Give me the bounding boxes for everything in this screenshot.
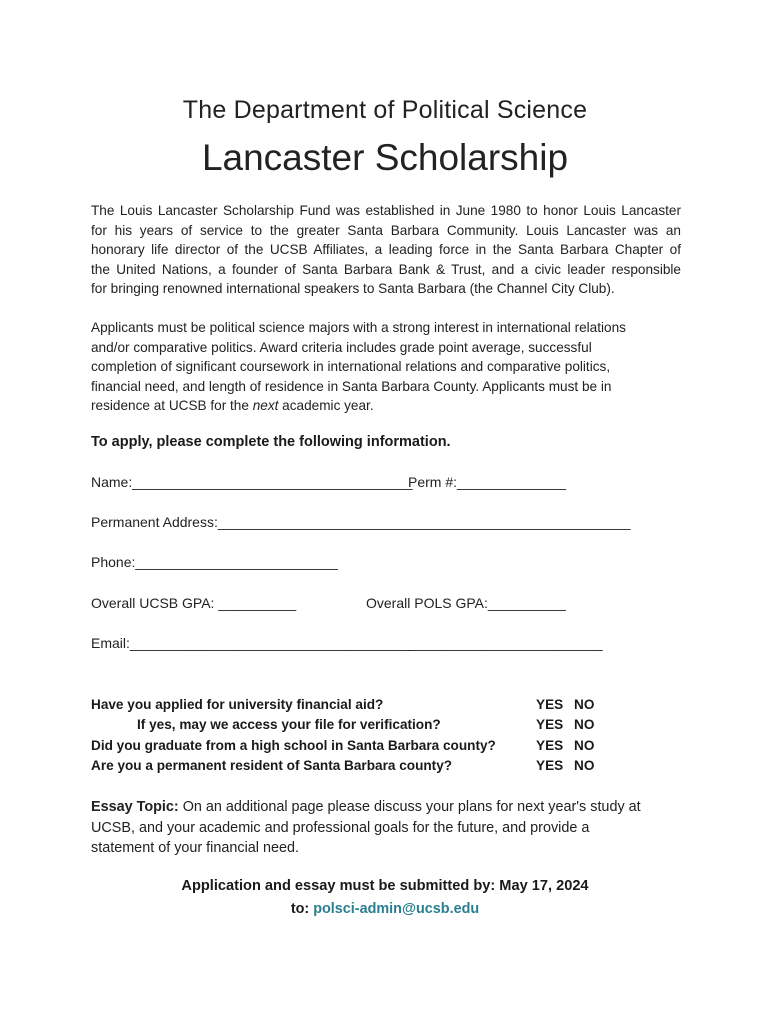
pols-gpa-field[interactable]: Overall POLS GPA:__________ xyxy=(366,595,566,611)
yes-option[interactable]: YES xyxy=(536,738,564,753)
submission-deadline: Application and essay must be submitted by: May 17, 2024 xyxy=(181,878,589,894)
yes-option[interactable]: YES xyxy=(536,717,564,732)
permanent-address-field[interactable]: Permanent Address:_____________________________________________________ xyxy=(91,514,631,530)
essay-text: On an additional page please discuss your plans for next year's study at xyxy=(178,799,641,815)
ucsb-gpa-field[interactable]: Overall UCSB GPA: __________ xyxy=(91,595,297,611)
intro-paragraph xyxy=(91,201,681,299)
intro-line: honorary life director of the UCSB Affiliates, a leading force in the Santa Barbara Chapter of xyxy=(91,242,681,257)
essay-topic-label: Essay Topic: xyxy=(91,799,179,815)
eligibility-line xyxy=(91,396,681,416)
eligibility-last-text-end: academic year. xyxy=(278,398,374,413)
no-option[interactable]: NO xyxy=(574,697,595,712)
next-emphasis: next xyxy=(252,398,279,413)
yes-option[interactable]: YES xyxy=(536,697,564,712)
phone-field[interactable]: Phone:__________________________ xyxy=(91,554,338,570)
question-file-access: If yes, may we access your file for verification? xyxy=(137,717,441,732)
department-heading: The Department of Political Science xyxy=(182,96,588,124)
essay-line: statement of your financial need. xyxy=(91,840,299,856)
intro-line: The Louis Lancaster Scholarship Fund was established in June 1980 to honor Louis Lancaster xyxy=(91,203,681,218)
submission-recipient xyxy=(0,901,770,917)
essay-topic xyxy=(91,797,641,859)
to-label: to: xyxy=(290,901,314,917)
eligibility-line: financial need, and length of residence in Santa Barbara County. Applicants must be in xyxy=(91,378,612,394)
no-option[interactable]: NO xyxy=(574,717,595,732)
no-option[interactable]: NO xyxy=(574,738,595,753)
question-high-school: Did you graduate from a high school in Santa Barbara county? xyxy=(91,738,496,753)
eligibility-paragraph xyxy=(91,318,681,416)
yes-option[interactable]: YES xyxy=(536,758,564,773)
email-field[interactable]: Email:____________________________________ xyxy=(91,635,411,651)
name-field[interactable]: Name:____________________________________ xyxy=(91,474,413,490)
intro-line: the United Nations, a founder of Santa Barbara Bank & Trust, and a civic leader responsible xyxy=(91,261,681,277)
intro-line: for bringing renowned international speakers to Santa Barbara (the Channel City Club). xyxy=(91,281,615,296)
essay-line xyxy=(91,797,641,818)
essay-line: UCSB, and your academic and professional goals for the future, and provide a xyxy=(91,819,590,836)
eligibility-line: completion of significant coursework in international relations and comparative politics, xyxy=(91,359,611,374)
page-title: Lancaster Scholarship xyxy=(201,137,569,178)
eligibility-last-text: residence at UCSB for the xyxy=(91,398,253,413)
no-option[interactable]: NO xyxy=(574,758,595,773)
eligibility-line: and/or comparative politics. Award criteria includes grade point average, successful xyxy=(91,339,592,355)
perm-number-field[interactable]: Perm #:______________ xyxy=(408,474,567,490)
question-financial-aid: Have you applied for university financial aid? xyxy=(91,697,384,712)
submission-email-link[interactable]: polsci-admin@ucsb.edu xyxy=(313,901,480,917)
apply-instructions: To apply, please complete the following information. xyxy=(91,434,451,450)
question-resident: Are you a permanent resident of Santa Barbara county? xyxy=(91,758,453,773)
intro-line: for his years of service to the greater Santa Barbara Community. Louis Lancaster was an xyxy=(91,222,681,238)
email-extra-field[interactable]: _________________________ xyxy=(408,635,603,651)
eligibility-line: Applicants must be political science majors with a strong interest in international relations xyxy=(91,320,626,335)
